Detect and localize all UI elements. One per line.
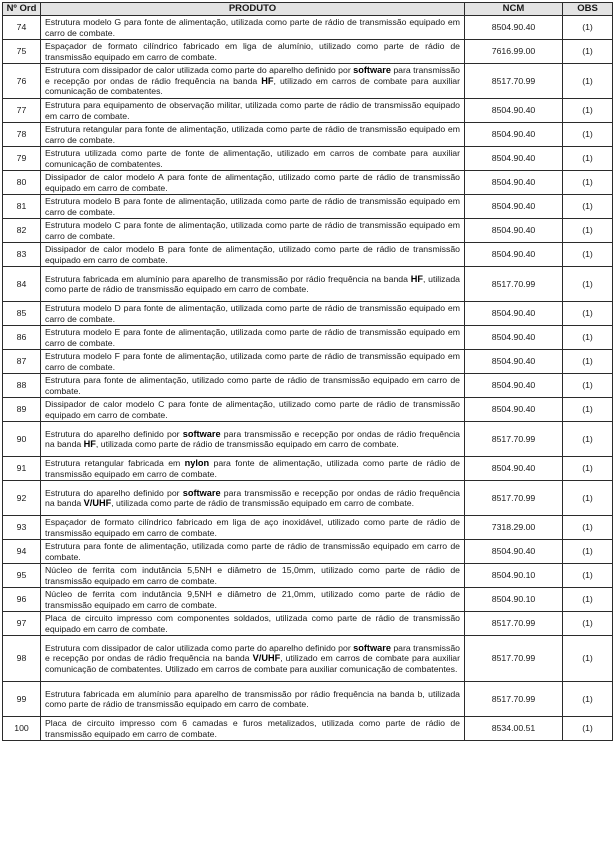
table-row	[3, 612, 613, 636]
row-produto-cell: Estrutura utilizada como parte de fonte de alimentação, utilizado em carros de combate para auxiliar comunicação de combatentes.	[41, 147, 465, 171]
row-obs-cell: (1)	[563, 612, 613, 636]
table-row	[3, 398, 613, 422]
row-obs-cell: (1)	[563, 147, 613, 171]
row-ncm-cell: 8504.90.40	[465, 350, 563, 374]
bold-term: HF	[83, 439, 96, 449]
row-ord-cell: 81	[3, 195, 41, 219]
row-ncm-cell: 8504.90.40	[465, 398, 563, 422]
row-ncm-cell: 8504.90.40	[465, 147, 563, 171]
row-ord-cell: 99	[3, 682, 41, 717]
row-ord-cell: 84	[3, 267, 41, 302]
table-row	[3, 171, 613, 195]
row-ord-cell: 98	[3, 636, 41, 682]
header-produto: PRODUTO	[41, 3, 465, 16]
row-ord-cell: 92	[3, 481, 41, 516]
row-ord-cell: 93	[3, 516, 41, 540]
row-ord-cell: 94	[3, 540, 41, 564]
bold-term: V/UHF	[83, 498, 112, 508]
row-obs-cell: (1)	[563, 123, 613, 147]
row-ord-cell: 100	[3, 717, 41, 741]
row-produto-cell: Espaçador de formato cilíndrico fabricado em liga de alumínio, utilizado como parte de rádio de transmissão equipado em carro de combate.	[41, 40, 465, 64]
row-ncm-cell: 8504.90.10	[465, 588, 563, 612]
table-row	[3, 636, 613, 682]
row-produto-cell: Estrutura fabricada em alumínio para aparelho de transmissão por rádio frequência na banda HF, utilizada como parte de rádio de transmissão equipado em carro de combate.	[41, 267, 465, 302]
table-row	[3, 147, 613, 171]
table-row	[3, 302, 613, 326]
bold-term: software	[353, 65, 391, 76]
row-obs-cell: (1)	[563, 682, 613, 717]
row-obs-cell: (1)	[563, 40, 613, 64]
row-produto-cell: Espaçador de formato cilíndrico fabricado em liga de aço inoxidável, utilizado como parte de rádio de transmissão equipado em carro de combate.	[41, 516, 465, 540]
row-ncm-cell: 8504.90.40	[465, 457, 563, 481]
row-produto-cell: Estrutura modelo B para fonte de alimentação, utilizada como parte de rádio de transmissão equipado em carro de combate.	[41, 195, 465, 219]
row-obs-cell: (1)	[563, 374, 613, 398]
row-ord-cell: 79	[3, 147, 41, 171]
row-ord-cell: 91	[3, 457, 41, 481]
row-ord-cell: 80	[3, 171, 41, 195]
table-row	[3, 123, 613, 147]
row-ncm-cell: 8504.90.40	[465, 302, 563, 326]
row-produto-cell: Estrutura retangular para fonte de alimentação, utilizada como parte de rádio de transmissão equipado em carro de combate.	[41, 123, 465, 147]
row-ncm-cell: 8517.70.99	[465, 636, 563, 682]
table-row	[3, 99, 613, 123]
table-row	[3, 682, 613, 717]
row-ord-cell: 75	[3, 40, 41, 64]
row-ncm-cell: 8504.90.40	[465, 16, 563, 40]
row-produto-cell: Placa de circuito impresso com 6 camadas e furos metalizados, utilizada como parte de rádio de transmissão equipado em carro de combate.	[41, 717, 465, 741]
row-produto-cell: Estrutura modelo G para fonte de alimentação, utilizada como parte de rádio de transmissão equipado em carro de combate.	[41, 16, 465, 40]
table-row	[3, 564, 613, 588]
row-ncm-cell: 7616.99.00	[465, 40, 563, 64]
row-obs-cell: (1)	[563, 171, 613, 195]
row-produto-cell: Estrutura modelo D para fonte de alimentação, utilizada como parte de rádio de transmissão equipado em carro de combate.	[41, 302, 465, 326]
row-obs-cell: (1)	[563, 457, 613, 481]
table-row	[3, 16, 613, 40]
row-obs-cell: (1)	[563, 219, 613, 243]
row-ncm-cell: 8504.90.40	[465, 374, 563, 398]
row-obs-cell: (1)	[563, 588, 613, 612]
row-produto-cell: Estrutura modelo E para fonte de alimentação, utilizada como parte de rádio de transmissão equipado em carro de combate.	[41, 326, 465, 350]
row-produto-cell: Estrutura modelo C para fonte de alimentação, utilizada como parte de rádio de transmissão equipado em carro de combate.	[41, 219, 465, 243]
row-ncm-cell: 8504.90.40	[465, 243, 563, 267]
row-ord-cell: 90	[3, 422, 41, 457]
row-obs-cell: (1)	[563, 16, 613, 40]
row-ord-cell: 88	[3, 374, 41, 398]
row-ncm-cell: 8504.90.40	[465, 195, 563, 219]
row-produto-cell: Estrutura com dissipador de calor utilizada como parte do aparelho definido por software para transmissão e recepção por ondas de rádio frequência na banda V/UHF, utilizado em carros de combate para auxiliar comunicação de combatentes. Utilizado em carros de combate para auxiliar comunicação de combatentes.	[41, 636, 465, 682]
row-produto-cell: Estrutura para equipamento de observação militar, utilizada como parte de rádio de transmissão equipado em carro de combate.	[41, 99, 465, 123]
row-ord-cell: 77	[3, 99, 41, 123]
row-obs-cell: (1)	[563, 326, 613, 350]
row-produto-cell: Estrutura modelo F para fonte de alimentação, utilizada como parte de rádio de transmissão equipado em carro de combate.	[41, 350, 465, 374]
row-obs-cell: (1)	[563, 422, 613, 457]
row-ncm-cell: 8504.90.10	[465, 564, 563, 588]
row-ord-cell: 78	[3, 123, 41, 147]
row-obs-cell: (1)	[563, 302, 613, 326]
table-row	[3, 717, 613, 741]
row-ncm-cell: 8504.90.40	[465, 540, 563, 564]
row-produto-cell: Dissipador de calor modelo C para fonte de alimentação, utilizado como parte de rádio de transmissão equipado em carro de combate.	[41, 398, 465, 422]
row-ncm-cell: 8517.70.99	[465, 612, 563, 636]
row-ncm-cell: 8517.70.99	[465, 682, 563, 717]
row-produto-cell: Dissipador de calor modelo B para fonte de alimentação, utilizado como parte de rádio de transmissão equipado em carro de combate.	[41, 243, 465, 267]
row-ord-cell: 85	[3, 302, 41, 326]
row-produto-cell: Placa de circuito impresso com componentes soldados, utilizada como parte de rádio de transmissão equipado em carro de combate.	[41, 612, 465, 636]
row-produto-cell: Estrutura retangular fabricada em nylon para fonte de alimentação, utilizada como parte de rádio de transmissão equipado em carro de combate.	[41, 457, 465, 481]
row-obs-cell: (1)	[563, 398, 613, 422]
row-ncm-cell: 8504.90.40	[465, 326, 563, 350]
table-row	[3, 588, 613, 612]
row-obs-cell: (1)	[563, 540, 613, 564]
header-row	[3, 3, 613, 16]
row-obs-cell: (1)	[563, 516, 613, 540]
row-obs-cell: (1)	[563, 64, 613, 99]
row-ord-cell: 97	[3, 612, 41, 636]
table-row	[3, 40, 613, 64]
row-ord-cell: 82	[3, 219, 41, 243]
row-ncm-cell: 8504.90.40	[465, 219, 563, 243]
row-obs-cell: (1)	[563, 195, 613, 219]
row-obs-cell: (1)	[563, 564, 613, 588]
header-ncm: NCM	[465, 3, 563, 16]
row-ord-cell: 95	[3, 564, 41, 588]
row-produto-cell: Núcleo de ferrita com indutância 9,5NH e diâmetro de 21,0mm, utilizado como parte de rádio de transmissão equipado em carro de combate.	[41, 588, 465, 612]
row-ncm-cell: 8504.90.40	[465, 171, 563, 195]
row-produto-cell: Estrutura do aparelho definido por software para transmissão e recepção por ondas de rádio frequência na banda V/UHF, utilizada como parte de rádio de transmissão equipado em carro de combate.	[41, 481, 465, 516]
row-produto-cell: Estrutura para fonte de alimentação, utilizado como parte de rádio de transmissão equipado em carro de combate.	[41, 374, 465, 398]
table-row	[3, 326, 613, 350]
row-obs-cell: (1)	[563, 717, 613, 741]
table-row	[3, 374, 613, 398]
products-table	[2, 2, 613, 741]
bold-term: HF	[410, 273, 423, 284]
bold-term: V/UHF	[252, 653, 281, 664]
table-row	[3, 481, 613, 516]
bold-term: software	[182, 487, 221, 498]
row-ncm-cell: 8534.00.51	[465, 717, 563, 741]
bold-term: HF	[261, 75, 274, 86]
row-ncm-cell: 8517.70.99	[465, 481, 563, 516]
table-row	[3, 457, 613, 481]
bold-term: software	[353, 642, 391, 653]
row-obs-cell: (1)	[563, 243, 613, 267]
row-ord-cell: 87	[3, 350, 41, 374]
table-row	[3, 219, 613, 243]
table-row	[3, 195, 613, 219]
row-produto-cell: Dissipador de calor modelo A para fonte de alimentação, utilizado como parte de rádio de transmissão equipado em carro de combate.	[41, 171, 465, 195]
row-obs-cell: (1)	[563, 481, 613, 516]
table-body	[3, 16, 613, 741]
row-ord-cell: 89	[3, 398, 41, 422]
row-produto-cell: Núcleo de ferrita com indutância 5,5NH e diâmetro de 15,0mm, utilizado como parte de rádio de transmissão equipado em carro de combate.	[41, 564, 465, 588]
row-produto-cell: Estrutura com dissipador de calor utilizada como parte do aparelho definido por software para transmissão e recepção por ondas de rádio frequência na banda HF, utilizado em carros de combate para auxiliar comunicação de combatentes.	[41, 64, 465, 99]
row-ord-cell: 76	[3, 64, 41, 99]
row-obs-cell: (1)	[563, 350, 613, 374]
header-ord: Nº Ord	[3, 3, 41, 16]
row-ncm-cell: 8504.90.40	[465, 123, 563, 147]
row-ord-cell: 96	[3, 588, 41, 612]
table-row	[3, 422, 613, 457]
row-ord-cell: 86	[3, 326, 41, 350]
row-ord-cell: 74	[3, 16, 41, 40]
row-produto-cell: Estrutura para fonte de alimentação, utilizada como parte de rádio de transmissão equipado em carro de combate.	[41, 540, 465, 564]
row-obs-cell: (1)	[563, 99, 613, 123]
table-row	[3, 243, 613, 267]
header-obs: OBS	[563, 3, 613, 16]
row-ncm-cell: 8517.70.99	[465, 64, 563, 99]
table-row	[3, 267, 613, 302]
row-ncm-cell: 8504.90.40	[465, 99, 563, 123]
row-produto-cell: Estrutura fabricada em alumínio para aparelho de transmissão por rádio frequência na banda b, utilizada como parte de rádio de transmissão equipado em carro de combate.	[41, 682, 465, 717]
bold-term: software	[182, 428, 221, 439]
row-obs-cell: (1)	[563, 636, 613, 682]
row-ord-cell: 83	[3, 243, 41, 267]
row-obs-cell: (1)	[563, 267, 613, 302]
table-row	[3, 540, 613, 564]
row-ncm-cell: 8517.70.99	[465, 267, 563, 302]
row-ncm-cell: 7318.29.00	[465, 516, 563, 540]
table-row	[3, 516, 613, 540]
bold-term: nylon	[184, 458, 210, 469]
row-produto-cell: Estrutura do aparelho definido por software para transmissão e recepção por ondas de rádio frequência na banda HF, utilizada como parte de rádio de transmissão equipado em carro de combate.	[41, 422, 465, 457]
table-row	[3, 64, 613, 99]
row-ncm-cell: 8517.70.99	[465, 422, 563, 457]
table-row	[3, 350, 613, 374]
